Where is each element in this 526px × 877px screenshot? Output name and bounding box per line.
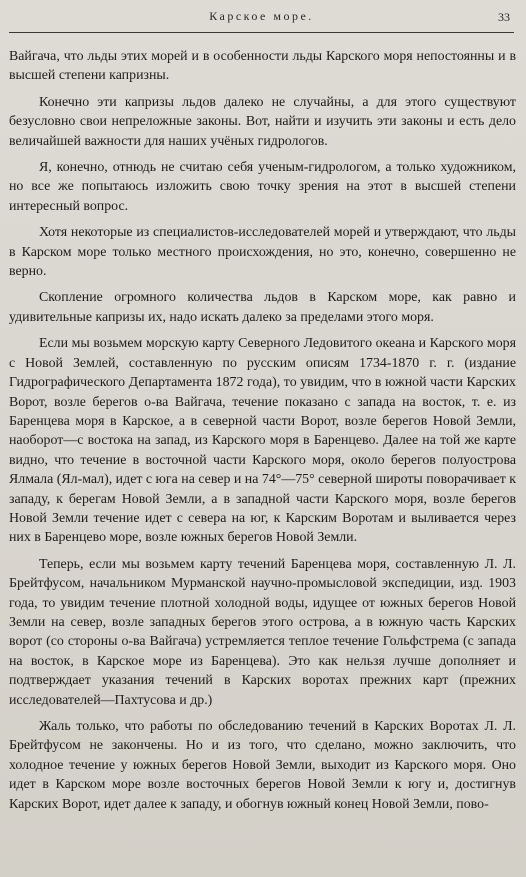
- paragraph: Я, конечно, отнюдь не считаю себя ученым-гидрологом, а только художником, но все же попытаюсь изложить свою точку зрения на этот в высшей степени интересный вопрос.: [9, 160, 516, 214]
- paragraph: Скопление огромного количества льдов в Карском море, как равно и удивительные капризы их, надо искать далеко за пределами этого моря.: [9, 290, 516, 325]
- body-text: [9, 47, 516, 814]
- paragraph: Жаль только, что работы по обследованию течений в Карских Воротах Л. Л. Брейтфусом не закончены. Но и из того, что сделано, можно заключить, что холодное течение у южных берегов Новой Земли, выходит из Карского моря. Оно идет в Карском море возле восточных берегов Новой Земли к югу и, достигнув Карских Ворот, идет далее к западу, и обогнув южный конец Новой Земли, пово-: [9, 719, 516, 812]
- running-title: Карское море.: [209, 9, 314, 23]
- paragraph: Теперь, если мы возьмем карту течений Баренцева моря, составленную Л. Л. Брейтфусом, начальником Мурманской научно-промысловой экспедиции, изд. 1903 года, то увидим течение плотной холодной воды, идущее от южных берегов Новой Земли на север, возле западных берегов этого острова, а в южную часть Карских ворот (со стороны о-ва Вайгача) устремляется теплое течение Гольфстрема (с запада на восток, в Карское море из Баренцева). Это как нельзя лучше дополняет и подтверждает указания течений в Карских воротах прежних карт (прежних исследователей—Пахтусова и др.): [9, 556, 516, 708]
- paragraph-continued: Вайгача, что льды этих морей и в особенности льды Карского моря непостоянны и в высшей степени капризны.: [9, 49, 516, 84]
- running-header: [9, 0, 514, 33]
- paragraph: Если мы возьмем морскую карту Северного Ледовитого океана и Карского моря с Новой Землей, составленную по русским описям 1734-1870 г. г. (издание Гидрографического Департамента 1872 года), то увидим, что в южной части Карских Ворот, возле берегов о-ва Вайгача, течение показано с запада на восток, т. е. из Баренцева моря в Карское, а в северной части Ворот, возле берегов Новой Земли, наоборот—с востока на запад, из Карского моря в Баренцево. Далее на той же карте видно, что течение в восточной части Карского моря, около берегов полуострова Ялмала (Ял-мал), идет с юга на север и на 74°—75° северной широты поворачивает к западу, к берегам Новой Земли, а в западной части Карского моря, возле берегов Новой Земли течение идет с севера на юг, к Карским Воротам и выливается через них в Баренцево море, возле южных берегов Новой Земли.: [9, 336, 516, 546]
- paragraph: Хотя некоторые из специалистов-исследователей морей и утверждают, что льды в Карском море только местного происхождения, но это, конечно, совершенно не верно.: [9, 225, 516, 280]
- paragraph: Конечно эти капризы льдов далеко не случайны, а для этого существуют безусловно свои непреложные законы. Вот, найти и изучить эти законы и есть дело величайшей важности для наших учёных гидрологов.: [9, 94, 516, 149]
- page-number: 33: [498, 10, 510, 24]
